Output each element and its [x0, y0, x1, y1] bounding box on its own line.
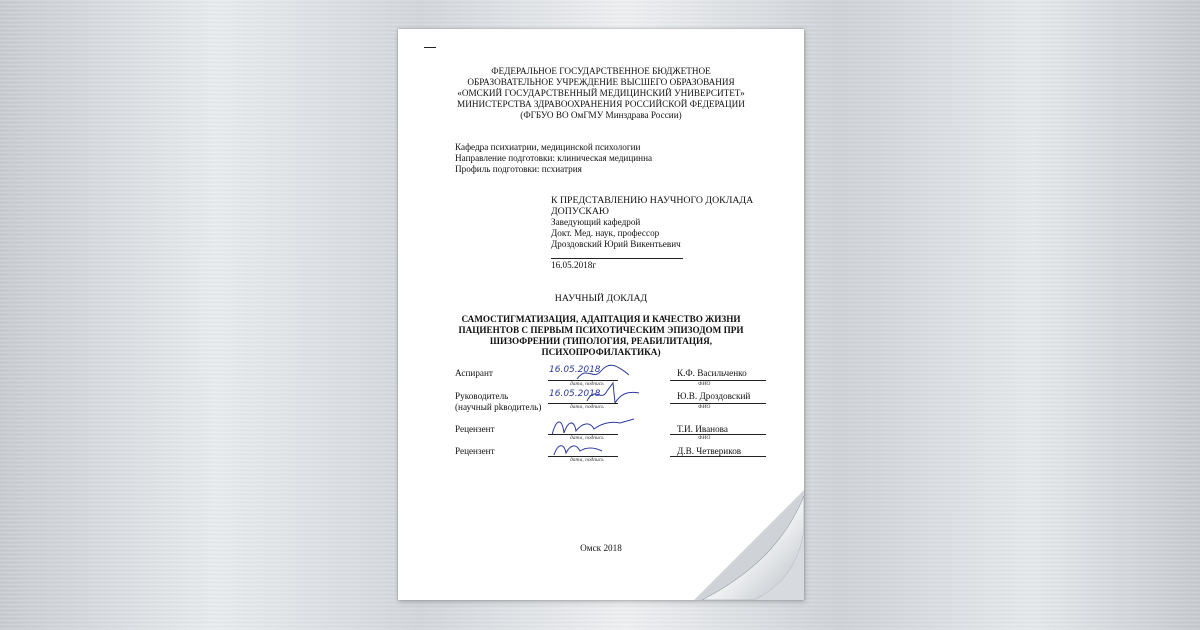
- signer-role-detail: (научный рkводитель): [455, 402, 542, 412]
- signer-role: Рецензент: [455, 446, 495, 456]
- handwritten-date: 16.05.2018: [549, 389, 601, 399]
- signer-role: Аспирант: [455, 368, 493, 378]
- department-text: Кафедра психиатрии, медицинской психологии: [455, 142, 641, 152]
- signer-name: К.Ф. Васильченко: [677, 368, 747, 378]
- page-curl: [694, 490, 804, 600]
- approval-line-2: ДОПУСКАЮ: [551, 206, 609, 217]
- header-line-5: (ФГБУО ВО ОмГМУ Минздрава России): [520, 110, 682, 120]
- name-line: [670, 434, 766, 435]
- city-year: Омск 2018: [580, 543, 622, 553]
- header-line-4: МИНИСТЕРСТВА ЗДРАВООХРАНЕНИЯ РОССИЙСКОЙ ФЕДЕРАЦИИ: [457, 99, 745, 109]
- title-line-1: САМОСТИГМАТИЗАЦИЯ, АДАПТАЦИЯ И КАЧЕСТВО ЖИЗНИ: [461, 314, 741, 324]
- corner-mark: [424, 47, 436, 48]
- name-line: [670, 380, 766, 381]
- title-line-4: ПСИХОПРОФИЛАКТИКА): [541, 347, 661, 357]
- signature-caption: дата, подпись: [570, 435, 604, 441]
- signature-caption: дата, подпись: [570, 404, 604, 410]
- signer-name: Ю.В. Дроздовский: [677, 391, 751, 401]
- handwritten-date: 16.05.2018: [549, 365, 601, 375]
- approval-line-1: К ПРЕДСТАВЛЕНИЮ НАУЧНОГО ДОКЛАДА: [551, 195, 754, 206]
- signer-name: Д.В. Четвериков: [677, 446, 742, 456]
- fio-caption: ФИО: [698, 435, 711, 441]
- signer-role: Руководитель: [455, 391, 509, 401]
- approval-line-4: Докт. Мед. наук, профессор: [551, 228, 660, 238]
- title-line-2: ПАЦИЕНТОВ С ПЕРВЫМ ПСИХОТИЧЕСКИМ ЭПИЗОДОМ ПРИ: [458, 325, 744, 335]
- direction-text: Направление подготовки: клиническая медицинна: [455, 153, 653, 163]
- header-line-3: «ОМСКИЙ ГОСУДАРСТВЕННЫЙ МЕДИЦИНСКИЙ УНИВЕРСИТЕТ»: [457, 88, 745, 98]
- signer-role: Рецензент: [455, 424, 495, 434]
- document-page: [398, 29, 804, 600]
- signature-caption: дата, подпись: [570, 381, 604, 387]
- doc-type: НАУЧНЫЙ ДОКЛАД: [554, 293, 648, 304]
- approval-line-3: Заведующий кафедрой: [551, 217, 641, 227]
- profile-text: Профиль подготовки: псхиатрия: [455, 164, 582, 174]
- fio-caption: ФИО: [698, 381, 711, 387]
- header-line-2: ОБРАЗОВАТЕЛЬНОЕ УЧРЕЖДЕНИЕ ВЫСШЕГО ОБРАЗОВАНИЯ: [467, 77, 735, 87]
- name-line: [670, 403, 766, 404]
- signer-name: Т.И. Иванова: [677, 424, 728, 434]
- approval-date: 16.05.2018г: [551, 260, 597, 270]
- approval-signature-line: [551, 258, 683, 259]
- title-line-3: ШИЗОФРЕНИИ (ТИПОЛОГИЯ, РЕАБИЛИТАЦИЯ,: [489, 336, 713, 346]
- fio-caption: ФИО: [698, 404, 711, 410]
- header-line-1: ФЕДЕРАЛЬНОЕ ГОСУДАРСТВЕННОЕ БЮДЖЕТНОЕ: [491, 66, 711, 76]
- name-line: [670, 456, 766, 457]
- signature-caption: дата, подпись: [570, 457, 604, 463]
- approval-line-5: Дроздовский Юрий Викентьевич: [551, 239, 681, 249]
